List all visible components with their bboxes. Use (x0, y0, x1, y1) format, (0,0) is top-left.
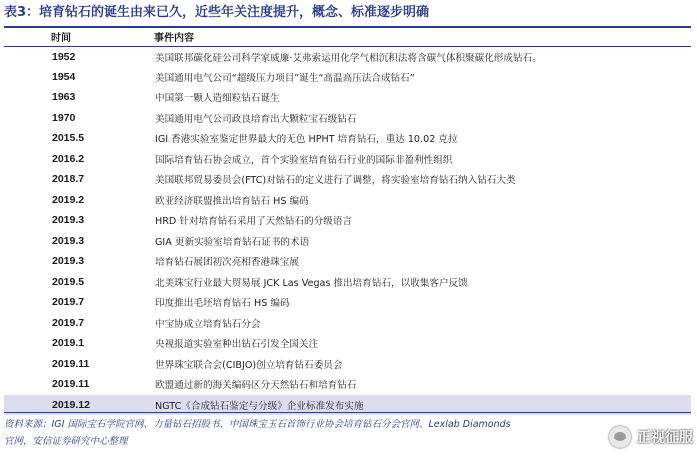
row-event: 美国通用电气公司“超级压力项目”诞生“高温高压法合成钻石” (155, 72, 415, 84)
wechat-icon (609, 426, 631, 448)
table-row (4, 149, 691, 170)
table-row (4, 251, 691, 272)
table-row (4, 67, 691, 88)
header-event: 事件内容 (99, 28, 691, 46)
row-event: 央视报道实验室种出钻石引发全国关注 (155, 339, 319, 351)
row-event: 美国联邦贸易委员会(FTC)对钻石的定义进行了调整，将实验室培育钻石纳入钻石大类 (155, 175, 516, 187)
source-line-2: 官网，安信证券研究中心整理 (4, 436, 128, 447)
table-row (4, 108, 691, 129)
row-year: 2019.11 (52, 378, 90, 391)
table-row (4, 333, 691, 354)
row-year: 2019.7 (52, 316, 85, 329)
table-row (4, 87, 691, 108)
row-event: 中国第一颗人造细粒钻石诞生 (155, 93, 280, 105)
table-row (4, 128, 691, 149)
row-year: 2019.1 (52, 337, 85, 350)
table-row (4, 292, 691, 313)
timeline-table (4, 28, 691, 415)
table-row (4, 313, 691, 334)
row-year: 1963 (52, 91, 76, 104)
row-year: 2019.2 (52, 193, 85, 206)
row-event: NGTC《合成钻石鉴定与分级》企业标准发布实施 (155, 400, 364, 412)
row-year: 1954 (52, 70, 76, 83)
row-event: 美国联邦碳化硅公司科学家威廉·艾弗索运用化学气相沉积法将含碳气体积聚碳化形成钻石。 (155, 52, 542, 64)
table-row (4, 272, 691, 293)
row-event: 北美珠宝行业最大贸易展 JCK Las Vegas 推出培育钻石，以收集客户反馈 (155, 277, 468, 289)
table-row (4, 190, 691, 211)
table-row (4, 374, 691, 395)
row-event: IGI 香港实验室鉴定世界最大的无色 HPHT 培育钻石，重达 10.02 克拉 (155, 134, 458, 146)
row-year: 2019.7 (52, 296, 85, 309)
row-year: 2016.2 (52, 152, 85, 165)
row-year: 2019.12 (52, 398, 90, 411)
row-event: 印度推出毛坯培育钻石 HS 编码 (155, 298, 290, 310)
row-year: 2019.11 (52, 357, 90, 370)
row-event: 欧盟通过新的海关编码区分天然钻石和培育钻石 (155, 380, 357, 392)
table-title: 表3：培育钻石的诞生由来已久，近些年关注度提升，概念、标准逐步明确 (4, 5, 430, 20)
row-event: HRD 针对培育钻石采用了天然钻石的分级语言 (155, 216, 353, 228)
row-event: 中宝协成立培育钻石分会 (155, 318, 261, 330)
header-time: 时间 (4, 28, 99, 46)
row-year: 1952 (52, 50, 76, 63)
table-bottom-divider (4, 412, 691, 413)
row-year: 2019.3 (52, 214, 85, 227)
row-year: 2018.7 (52, 173, 85, 186)
row-event: 美国通用电气公司政良培育出大颗粒宝石级钻石 (155, 113, 357, 125)
row-year: 2019.5 (52, 275, 85, 288)
row-event: 国际培育钻石协会成立，首个实验室培育钻石行业的国际非盈利性组织 (155, 154, 453, 166)
row-event: 欧亚经济联盟推出培育钻石 HS 编码 (155, 195, 309, 207)
table-row (4, 231, 691, 252)
table-row (4, 354, 691, 375)
source-line-1: 资料来源：IGI 国际宝石学院官网、力量钻石招股书、中国珠宝玉石首饰行业协会培育钻石分会官网、Lexlab Diamonds (4, 419, 511, 430)
row-year: 2015.5 (52, 132, 85, 145)
row-year: 2019.3 (52, 255, 85, 268)
row-year: 2019.3 (52, 234, 85, 247)
table-row (4, 46, 691, 67)
row-event: 世界珠宝联合会(CIBJO)创立培育钻石委员会 (155, 359, 343, 371)
row-event: 培育钻石展团初次亮相香港珠宝展 (155, 257, 299, 269)
watermark-text: 正视征服 (637, 430, 693, 446)
watermark (609, 424, 693, 450)
table-row (4, 169, 691, 190)
table-header-row (4, 28, 691, 46)
row-year: 1970 (52, 111, 76, 124)
source-note (4, 416, 604, 450)
row-event: GIA 更新实验室培育钻石证书的术语 (155, 236, 310, 248)
table-row (4, 210, 691, 231)
